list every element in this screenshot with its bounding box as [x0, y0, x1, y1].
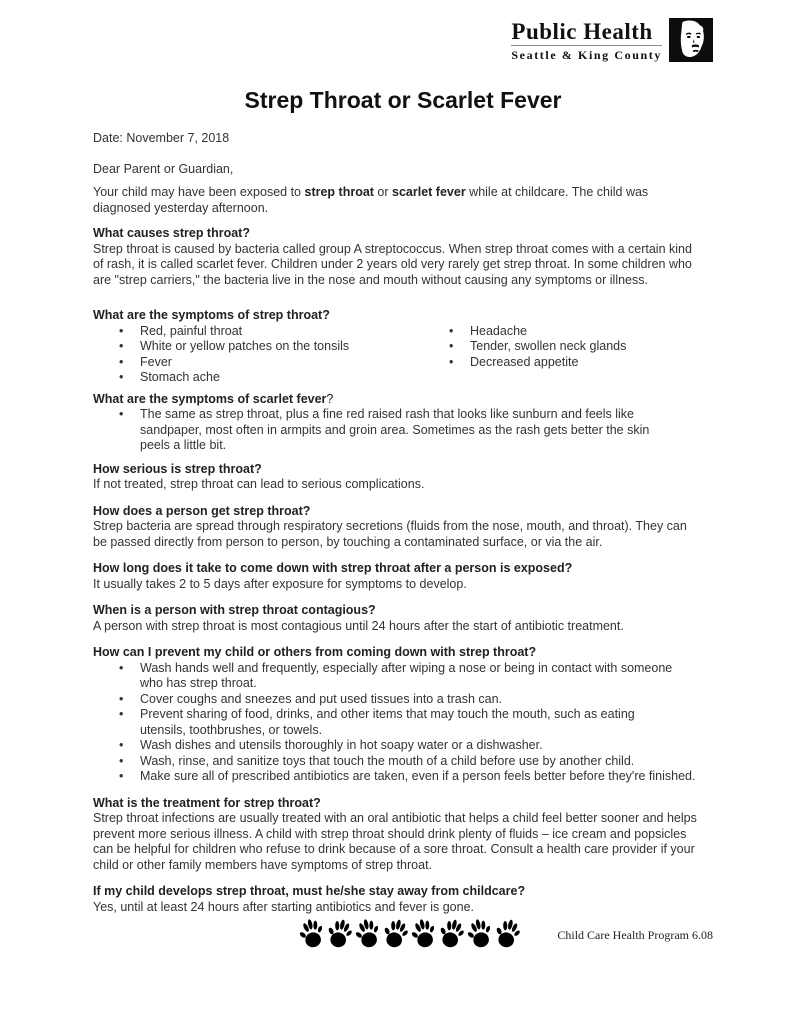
- intro-bold-scarlet-fever: scarlet fever: [392, 185, 466, 199]
- symptoms-columns: [93, 324, 713, 386]
- org-subtitle: Seattle & King County: [511, 48, 662, 62]
- program-label: Child Care Health Program 6.08: [557, 928, 713, 942]
- list-item: • Wash dishes and utensils thoroughly in hot soapy water or a dishwasher.: [140, 738, 693, 754]
- section-heading: What are the symptoms of strep throat?: [93, 308, 330, 322]
- list-item: • Headache: [470, 324, 713, 340]
- handprint-row: [299, 917, 521, 950]
- section-body: Yes, until at least 24 hours after starting antibiotics and fever is gone.: [93, 899, 475, 914]
- section-heading: How long does it take to come down with strep throat after a person is exposed?: [93, 561, 573, 575]
- heading-question-mark: ?: [326, 391, 334, 406]
- section-exclusion: [93, 884, 713, 915]
- scarlet-list: [93, 407, 713, 454]
- section-body: Strep throat infections are usually treated with an oral antibiotic that helps a child feel better sooner and helps prevent more serious illness. A child with strep throat should drink plenty of fluids – ice cream and popsicles can be helpful for children who refuse to drink because of a sore throat. Consult a health care provider if your child or other family members have symptoms of strep throat.: [93, 811, 697, 872]
- date-line: Date: November 7, 2018: [93, 131, 230, 145]
- page-title: Strep Throat or Scarlet Fever: [244, 87, 562, 113]
- section-heading: [93, 392, 713, 408]
- list-item: • Decreased appetite: [470, 355, 713, 371]
- face-logo-icon: [669, 18, 713, 62]
- section-heading: How does a person get strep throat?: [93, 503, 311, 518]
- list-item: • Cover coughs and sneezes and put used tissues into a trash can.: [140, 692, 693, 708]
- list-item: • Wash hands well and frequently, especially after wiping a nose or being in contact with someone who has strep throat.: [140, 661, 680, 692]
- intro-text-3: while at childcare. The child was diagnosed yesterday afternoon.: [93, 185, 649, 215]
- section-body: Strep bacteria are spread through respiratory secretions (fluids from the nose, mouth, and throat). They can be passed directly from person to person, by touching a contaminated surface, or via the air.: [93, 519, 687, 549]
- list-item: • Tender, swollen neck glands: [470, 339, 713, 355]
- list-item: • Prevent sharing of food, drinks, and other items that may touch the mouth, such as eating utensils, toothbrushes, or towels.: [140, 707, 680, 738]
- section-heading: What causes strep throat?: [93, 226, 250, 240]
- symptoms-list-right: [423, 324, 713, 386]
- section-body: A person with strep throat is most contagious until 24 hours after the start of antibiotic treatment.: [93, 618, 624, 633]
- section-prevention: [93, 645, 713, 785]
- page-footer: [93, 917, 713, 961]
- section-heading: How serious is strep throat?: [93, 461, 262, 476]
- section-symptoms-scarlet: [93, 392, 713, 454]
- section-incubation: [93, 561, 713, 592]
- section-transmission: [93, 504, 713, 551]
- handprint-icon: [491, 914, 524, 952]
- list-item: • Make sure all of prescribed antibiotics are taken, even if a person feels better before they're finished.: [140, 769, 713, 785]
- list-item: • Stomach ache: [140, 370, 423, 386]
- list-item: • Fever: [140, 355, 423, 371]
- prevention-list: [93, 661, 713, 785]
- list-item: • The same as strep throat, plus a fine red raised rash that looks like sunburn and feels like sandpaper, most often in armpits and groin area. Sometimes as the rash gets better the skin peels a little bit.: [140, 407, 670, 454]
- section-contagious: [93, 603, 713, 634]
- letterhead: [93, 14, 713, 66]
- letterhead-divider: [511, 45, 662, 46]
- section-heading: If my child develops strep throat, must he/she stay away from childcare?: [93, 884, 526, 898]
- section-causes: [93, 226, 713, 288]
- intro-bold-strep-throat: strep throat: [304, 185, 374, 199]
- section-body: Strep throat is caused by bacteria called group A streptococcus. When strep throat comes with a certain kind of rash, it is called scarlet fever. Children under 2 years old very rarely get strep throat. In some children who are "strep carriers," the bacteria live in the nose and mouth without causing any symptoms or illness.: [93, 241, 692, 287]
- intro-text-1: Your child may have been exposed to: [93, 185, 305, 199]
- section-seriousness: [93, 462, 713, 493]
- org-name: Public Health: [511, 19, 653, 44]
- section-heading: What is the treatment for strep throat?: [93, 795, 321, 810]
- letterhead-text: [511, 14, 662, 64]
- section-body: It usually takes 2 to 5 days after exposure for symptoms to develop.: [93, 576, 467, 591]
- list-item: • Wash, rinse, and sanitize toys that touch the mouth of a child before use by another child.: [140, 754, 693, 770]
- salutation: Dear Parent or Guardian,: [93, 161, 234, 176]
- section-heading: When is a person with strep throat contagious?: [93, 603, 376, 617]
- heading-bold-part: What are the symptoms of scarlet fever: [93, 391, 327, 406]
- list-item: • Red, painful throat: [140, 324, 423, 340]
- section-body: If not treated, strep throat can lead to serious complications.: [93, 477, 425, 491]
- list-item: • White or yellow patches on the tonsils: [140, 339, 423, 355]
- intro-paragraph: [93, 185, 697, 216]
- section-treatment: [93, 796, 713, 874]
- symptoms-list-left: [93, 324, 423, 386]
- section-heading: How can I prevent my child or others from coming down with strep throat?: [93, 645, 537, 659]
- section-symptoms-strep: [93, 308, 713, 386]
- intro-text-2: or: [373, 185, 393, 199]
